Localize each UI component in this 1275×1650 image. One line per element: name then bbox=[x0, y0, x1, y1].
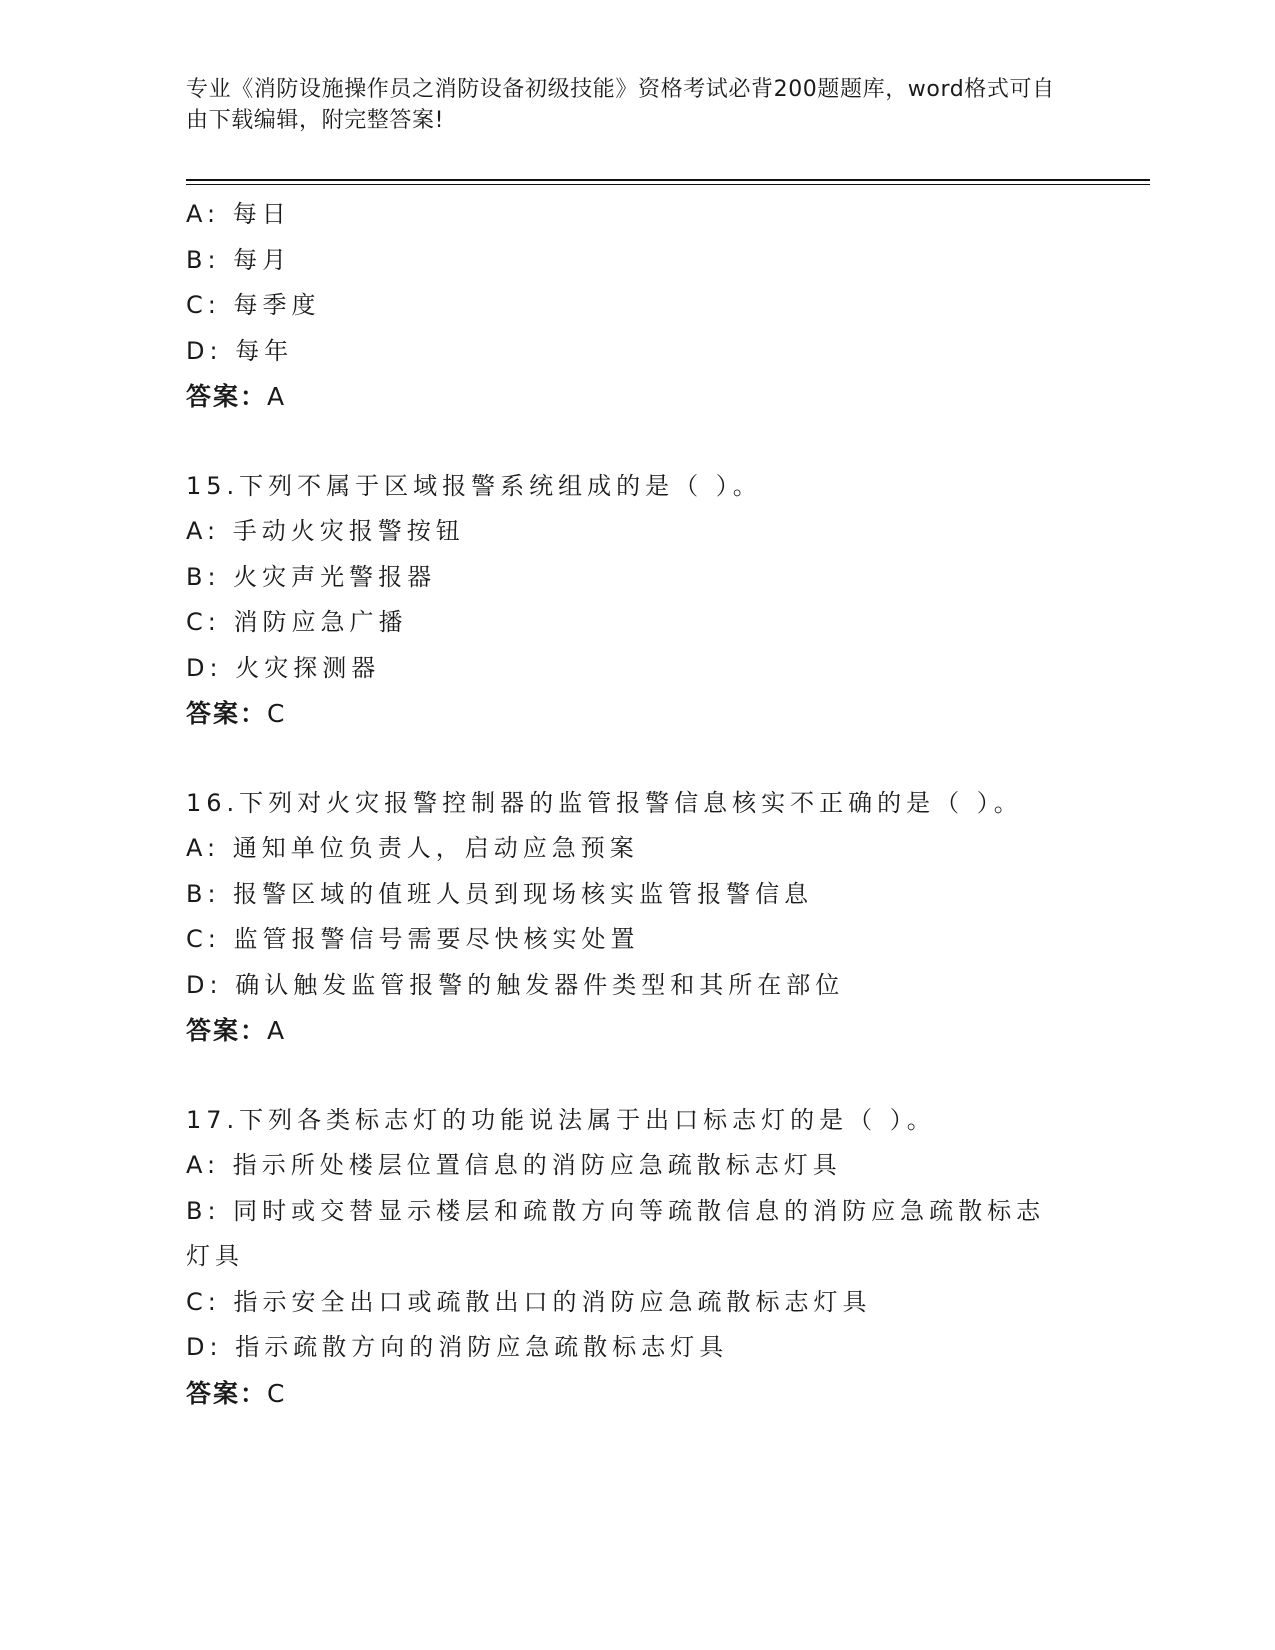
question-17 bbox=[186, 1098, 1086, 1417]
question-stem: 17.下列各类标志灯的功能说法属于出口标志灯的是（ ）。 bbox=[186, 1105, 936, 1134]
answer-label: 答案： bbox=[186, 699, 268, 728]
option-a: A: 手动火灾报警按钮 bbox=[186, 517, 465, 545]
answer-line bbox=[186, 374, 1086, 420]
option-d: D: 确认触发监管报警的触发器件类型和其所在部位 bbox=[186, 970, 845, 999]
option-b: B: 同时或交替显示楼层和疏散方向等疏散信息的消防应急疏散标志灯具 bbox=[186, 1196, 1046, 1270]
option-b: B: 每月 bbox=[186, 245, 292, 274]
answer-value: C bbox=[267, 699, 287, 728]
header-divider-thick bbox=[186, 179, 1150, 181]
option-a: A: 每日 bbox=[186, 200, 291, 228]
spacer bbox=[186, 737, 1086, 781]
question-stem: 16.下列对火灾报警控制器的监管报警信息核实不正确的是（ ）。 bbox=[186, 788, 1023, 817]
option-c: C: 每季度 bbox=[186, 291, 321, 319]
document-intro: 专业《消防设施操作员之消防设备初级技能》资格考试必背200题题库，word格式可自由下载编辑，附完整答案! bbox=[186, 77, 1055, 133]
answer-value: A bbox=[267, 1016, 287, 1045]
answer-label: 答案： bbox=[186, 1378, 268, 1408]
option-a: A: 通知单位负责人，启动应急预案 bbox=[186, 834, 639, 862]
answer-label: 答案： bbox=[186, 382, 268, 411]
spacer bbox=[186, 1054, 1086, 1098]
answer-value: C bbox=[267, 1378, 287, 1408]
answer-value: A bbox=[267, 382, 287, 411]
option-c: C: 监管报警信号需要尽快核实处置 bbox=[186, 925, 640, 953]
option-c: C: 消防应急广播 bbox=[186, 608, 408, 636]
option-d: D: 指示疏散方向的消防应急疏散标志灯具 bbox=[186, 1333, 729, 1361]
question-15 bbox=[186, 464, 1086, 737]
option-b: B: 火灾声光警报器 bbox=[186, 562, 437, 591]
question-16 bbox=[186, 781, 1086, 1054]
answer-label: 答案： bbox=[186, 1016, 268, 1045]
option-d: D: 每年 bbox=[186, 336, 294, 365]
option-b: B: 报警区域的值班人员到现场核实监管报警信息 bbox=[186, 879, 814, 908]
question-content bbox=[186, 192, 1086, 1416]
question-14-tail bbox=[186, 192, 1086, 420]
spacer bbox=[186, 420, 1086, 464]
header-divider-thin bbox=[186, 184, 1150, 185]
option-d: D: 火灾探测器 bbox=[186, 653, 381, 682]
answer-line bbox=[186, 691, 1086, 737]
question-stem: 15.下列不属于区域报警系统组成的是（ ）。 bbox=[186, 471, 762, 500]
answer-line bbox=[186, 1008, 1086, 1054]
option-a: A: 指示所处楼层位置信息的消防应急疏散标志灯具 bbox=[186, 1151, 842, 1179]
answer-line bbox=[186, 1371, 1086, 1417]
option-c: C: 指示安全出口或疏散出口的消防应急疏散标志灯具 bbox=[186, 1287, 872, 1316]
